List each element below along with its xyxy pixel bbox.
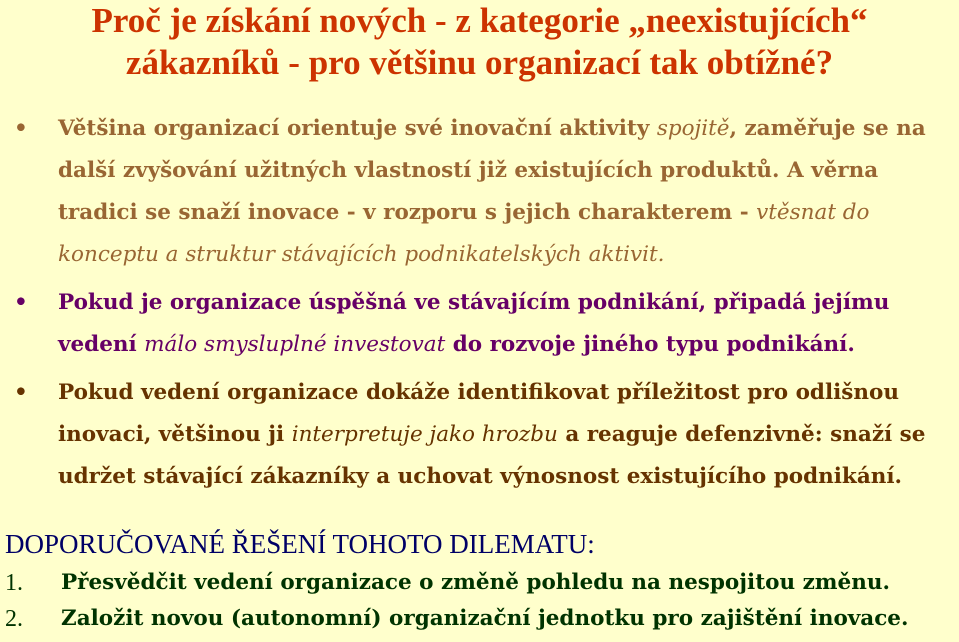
bullet-list <box>0 108 959 498</box>
slide-title <box>0 0 959 84</box>
slide-title-line-2: zákazníků - pro většinu organizací tak obtížné? <box>125 43 834 82</box>
bullet-text: Pokud vedení organizace dokáže identifikovat příležitost pro odlišnou inovaci, většinou ji interpretuje jako hrozbu a reaguje defenzivně: snaží se udržet stávající zákazníky a uchovat výnosnost existujícího podnikání. <box>58 380 926 489</box>
bullet-item-2 <box>0 282 959 366</box>
bullet-text: Většina organizací orientuje své inovační aktivity spojitě, zaměřuje se na další zvyšování užitných vlastností již existujících produktů. A věrna tradici se snaží inovace - v rozporu s jejich charakterem - vtěsnat do konceptu a struktur stávajících podnikatelských aktivit. <box>58 116 926 267</box>
recommendation-number: 1. <box>5 570 23 596</box>
recommendation-text: Založit novou (autonomní) organizační jednotku pro zajištění inovace. <box>61 606 909 631</box>
bullet-item-1 <box>0 108 959 276</box>
bullet-icon: • <box>14 380 28 405</box>
bullet-item-3 <box>0 372 959 498</box>
bullet-icon: • <box>14 290 28 315</box>
recommendation-heading: DOPORUČOVANÉ ŘEŠENÍ TOHOTO DILEMATU: <box>5 529 595 559</box>
slide-title-line-1: Proč je získání nových - z kategorie „neexistujících“ <box>91 1 868 40</box>
bullet-text: Pokud je organizace úspěšná ve stávajícím podnikání, připadá jejímu vedení málo smysluplné investovat do rozvoje jiného typu podnikání. <box>58 290 890 357</box>
bullet-icon: • <box>14 116 28 141</box>
recommendation-number: 2. <box>5 606 23 632</box>
recommendation-text: Přesvědčit vedení organizace o změně pohledu na nespojitou změnu. <box>61 570 890 595</box>
